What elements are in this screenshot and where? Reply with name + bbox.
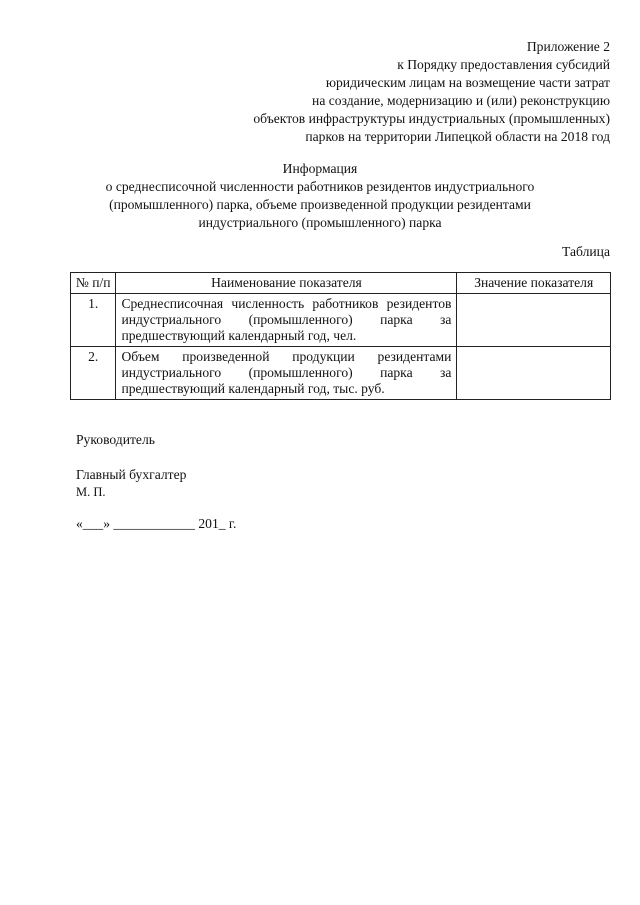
appendix-block <box>253 38 610 146</box>
appendix-line: к Порядку предоставления субсидий <box>397 57 610 72</box>
date-line: «___» ____________ 201_ г. <box>76 516 237 531</box>
header-num: № п/п <box>71 273 116 294</box>
appendix-line: на создание, модернизацию и (или) реконструкцию <box>312 93 610 108</box>
row-num: 2. <box>71 347 116 400</box>
indicators-table <box>70 272 611 400</box>
appendix-line: Приложение 2 <box>526 39 610 54</box>
document-subtitle-line: (промышленного) парка, объеме произведенной продукции резидентами <box>109 197 531 212</box>
row-name: Среднесписочная численность работников резидентов индустриального (промышленного) парка за предшествующий календарный год, чел. <box>116 294 457 347</box>
header-name: Наименование показателя <box>116 273 457 294</box>
header-value: Значение показателя <box>457 273 611 294</box>
row-value[interactable] <box>457 347 611 400</box>
accountant-signature-label: Главный бухгалтер <box>76 467 187 482</box>
head-signature-label: Руководитель <box>76 432 155 447</box>
appendix-line: парков на территории Липецкой области на 2018 год <box>305 129 610 144</box>
row-num: 1. <box>71 294 116 347</box>
document-subtitle-line: индустриального (промышленного) парка <box>198 215 442 230</box>
document-heading <box>0 160 640 232</box>
document-subtitle-line: о среднесписочной численности работников резидентов индустриального <box>105 179 535 194</box>
appendix-line: юридическим лицам на возмещение части затрат <box>325 75 610 90</box>
table-header-row <box>71 273 611 294</box>
row-value[interactable] <box>457 294 611 347</box>
row-name: Объем произведенной продукции резидентами индустриального (промышленного) парка за предшествующий календарный год, тыс. руб. <box>116 347 457 400</box>
table-row <box>71 347 611 400</box>
table-row <box>71 294 611 347</box>
stamp-label: М. П. <box>76 485 106 499</box>
appendix-line: объектов инфраструктуры индустриальных (промышленных) <box>253 111 610 126</box>
document-title: Информация <box>282 161 358 176</box>
table-label: Таблица <box>562 244 610 259</box>
